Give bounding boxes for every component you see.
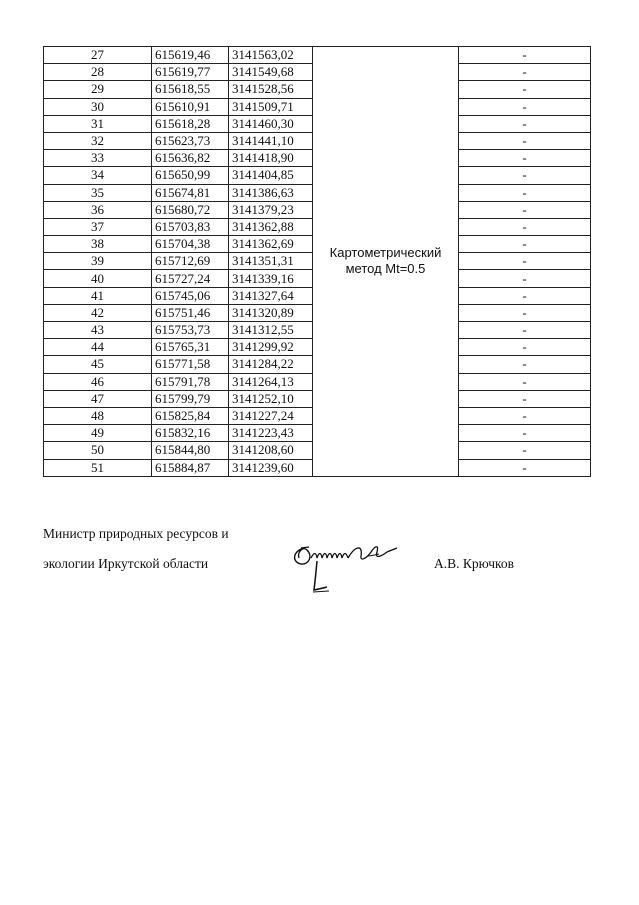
y-coordinate-cell: 3141549,68 [229, 64, 313, 81]
y-coordinate-cell: 3141418,90 [229, 150, 313, 167]
point-number-cell: 33 [44, 150, 152, 167]
point-number-cell: 39 [44, 253, 152, 270]
note-cell: - [459, 218, 591, 235]
y-coordinate-cell: 3141460,30 [229, 115, 313, 132]
point-number-cell: 42 [44, 304, 152, 321]
y-coordinate-cell: 3141320,89 [229, 304, 313, 321]
y-coordinate-cell: 3141509,71 [229, 98, 313, 115]
note-cell: - [459, 98, 591, 115]
x-coordinate-cell: 615703,83 [152, 218, 229, 235]
x-coordinate-cell: 615771,58 [152, 356, 229, 373]
handwritten-signature-icon [283, 528, 401, 596]
note-cell: - [459, 459, 591, 476]
note-cell: - [459, 270, 591, 287]
x-coordinate-cell: 615745,06 [152, 287, 229, 304]
point-number-cell: 44 [44, 339, 152, 356]
point-number-cell: 32 [44, 132, 152, 149]
y-coordinate-cell: 3141227,24 [229, 407, 313, 424]
x-coordinate-cell: 615799,79 [152, 390, 229, 407]
point-number-cell: 41 [44, 287, 152, 304]
y-coordinate-cell: 3141351,31 [229, 253, 313, 270]
x-coordinate-cell: 615674,81 [152, 184, 229, 201]
y-coordinate-cell: 3141563,02 [229, 47, 313, 64]
y-coordinate-cell: 3141379,23 [229, 201, 313, 218]
y-coordinate-cell: 3141362,69 [229, 236, 313, 253]
x-coordinate-cell: 615884,87 [152, 459, 229, 476]
point-number-cell: 27 [44, 47, 152, 64]
x-coordinate-cell: 615619,77 [152, 64, 229, 81]
signer-name: А.В. Крючков [434, 556, 514, 571]
note-cell: - [459, 425, 591, 442]
point-number-cell: 43 [44, 322, 152, 339]
x-coordinate-cell: 615680,72 [152, 201, 229, 218]
note-cell: - [459, 442, 591, 459]
note-cell: - [459, 339, 591, 356]
y-coordinate-cell: 3141264,13 [229, 373, 313, 390]
note-cell: - [459, 236, 591, 253]
x-coordinate-cell: 615704,38 [152, 236, 229, 253]
x-coordinate-cell: 615844,80 [152, 442, 229, 459]
x-coordinate-cell: 615825,84 [152, 407, 229, 424]
x-coordinate-cell: 615650,99 [152, 167, 229, 184]
note-cell: - [459, 407, 591, 424]
point-number-cell: 31 [44, 115, 152, 132]
point-number-cell: 49 [44, 425, 152, 442]
y-coordinate-cell: 3141362,88 [229, 218, 313, 235]
point-number-cell: 48 [44, 407, 152, 424]
note-cell: - [459, 253, 591, 270]
point-number-cell: 37 [44, 218, 152, 235]
y-coordinate-cell: 3141312,55 [229, 322, 313, 339]
y-coordinate-cell: 3141284,22 [229, 356, 313, 373]
y-coordinate-cell: 3141327,64 [229, 287, 313, 304]
y-coordinate-cell: 3141528,56 [229, 81, 313, 98]
point-number-cell: 30 [44, 98, 152, 115]
signer-title-line-1: Министр природных ресурсов и [43, 526, 229, 541]
y-coordinate-cell: 3141252,10 [229, 390, 313, 407]
y-coordinate-cell: 3141299,92 [229, 339, 313, 356]
note-cell: - [459, 184, 591, 201]
x-coordinate-cell: 615791,78 [152, 373, 229, 390]
x-coordinate-cell: 615619,46 [152, 47, 229, 64]
point-number-cell: 36 [44, 201, 152, 218]
point-number-cell: 47 [44, 390, 152, 407]
signature-block [43, 522, 603, 602]
point-number-cell: 28 [44, 64, 152, 81]
note-cell: - [459, 390, 591, 407]
x-coordinate-cell: 615765,31 [152, 339, 229, 356]
note-cell: - [459, 115, 591, 132]
x-coordinate-cell: 615832,16 [152, 425, 229, 442]
note-cell: - [459, 132, 591, 149]
signer-title-line-2: экологии Иркутской области [43, 556, 209, 571]
point-number-cell: 34 [44, 167, 152, 184]
y-coordinate-cell: 3141339,16 [229, 270, 313, 287]
point-number-cell: 50 [44, 442, 152, 459]
point-number-cell: 40 [44, 270, 152, 287]
x-coordinate-cell: 615618,55 [152, 81, 229, 98]
y-coordinate-cell: 3141386,63 [229, 184, 313, 201]
note-cell: - [459, 287, 591, 304]
x-coordinate-cell: 615610,91 [152, 98, 229, 115]
point-number-cell: 35 [44, 184, 152, 201]
point-number-cell: 38 [44, 236, 152, 253]
note-cell: - [459, 304, 591, 321]
coordinates-table [43, 46, 591, 477]
note-cell: - [459, 356, 591, 373]
point-number-cell: 45 [44, 356, 152, 373]
x-coordinate-cell: 615618,28 [152, 115, 229, 132]
y-coordinate-cell: 3141441,10 [229, 132, 313, 149]
x-coordinate-cell: 615727,24 [152, 270, 229, 287]
y-coordinate-cell: 3141239,60 [229, 459, 313, 476]
coordinates-table-body [44, 47, 591, 477]
y-coordinate-cell: 3141223,43 [229, 425, 313, 442]
point-number-cell: 29 [44, 81, 152, 98]
note-cell: - [459, 64, 591, 81]
note-cell: - [459, 47, 591, 64]
x-coordinate-cell: 615753,73 [152, 322, 229, 339]
note-cell: - [459, 150, 591, 167]
note-cell: - [459, 81, 591, 98]
x-coordinate-cell: 615636,82 [152, 150, 229, 167]
x-coordinate-cell: 615623,73 [152, 132, 229, 149]
point-number-cell: 51 [44, 459, 152, 476]
point-number-cell: 46 [44, 373, 152, 390]
x-coordinate-cell: 615712,69 [152, 253, 229, 270]
note-cell: - [459, 167, 591, 184]
note-cell: - [459, 322, 591, 339]
x-coordinate-cell: 615751,46 [152, 304, 229, 321]
note-cell: - [459, 373, 591, 390]
y-coordinate-cell: 3141404,85 [229, 167, 313, 184]
table-row [44, 47, 591, 64]
y-coordinate-cell: 3141208,60 [229, 442, 313, 459]
measurement-method-cell: Картометрический метод Mt=0.5 [313, 47, 459, 477]
note-cell: - [459, 201, 591, 218]
